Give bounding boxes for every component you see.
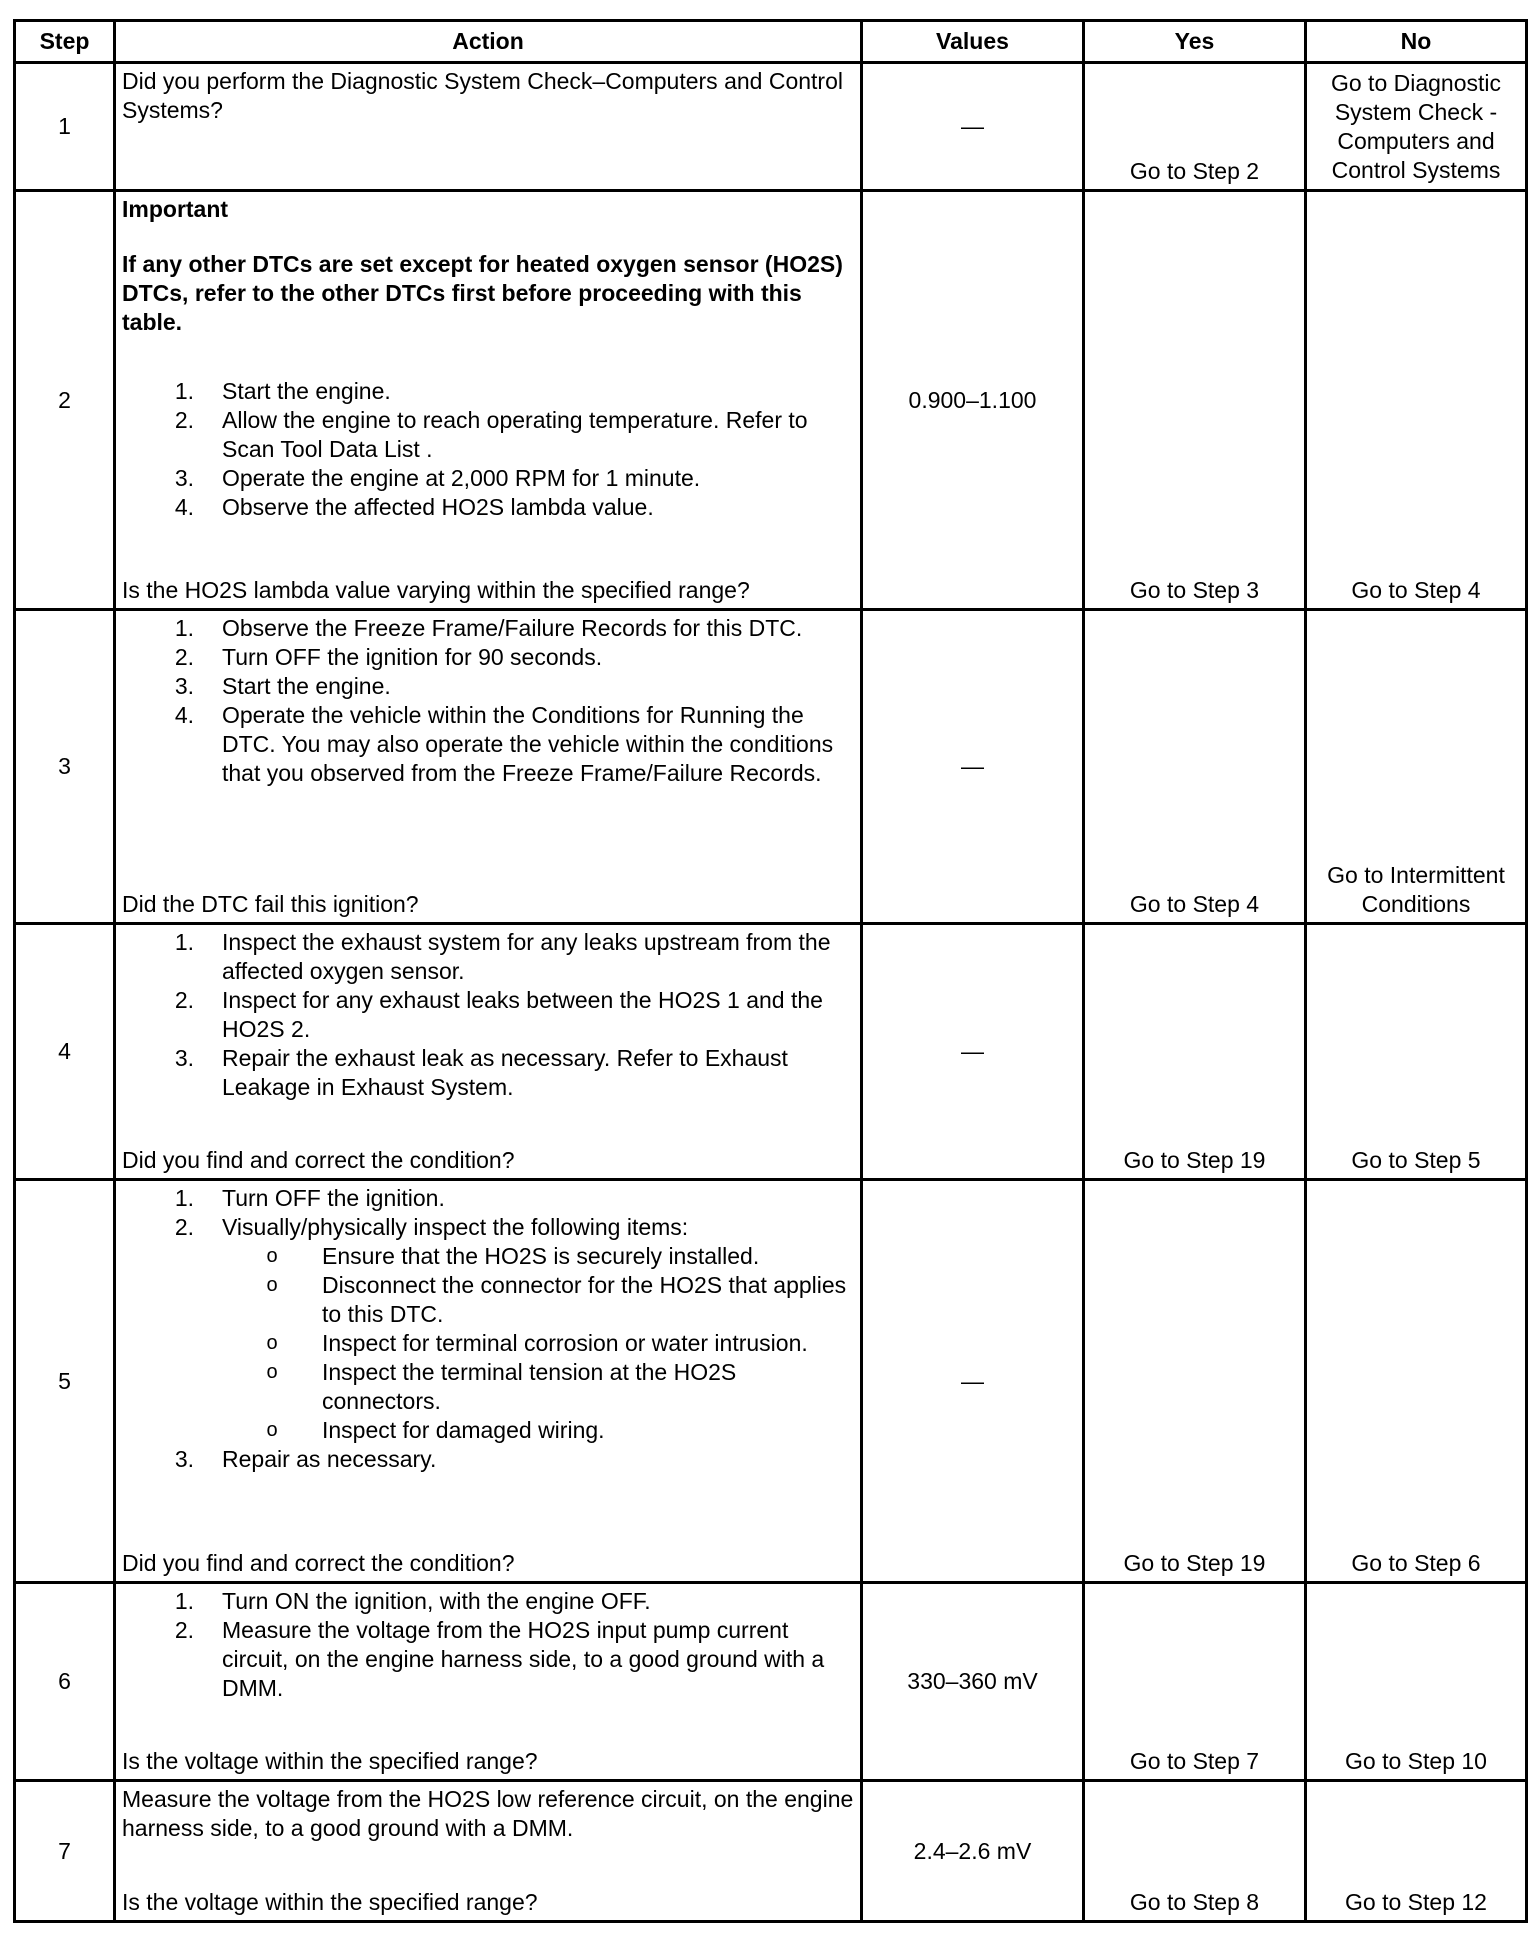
step-number: 7	[15, 1781, 115, 1922]
value-cell: —	[862, 63, 1084, 191]
list-item: 2. Visually/physically inspect the following items:	[174, 1214, 689, 1240]
action-cell	[115, 1583, 862, 1781]
value-cell: 330–360 mV	[862, 1583, 1084, 1781]
action-question: Did the DTC fail this ignition?	[122, 891, 419, 917]
list-item: 3. Repair the exhaust leak as necessary. Refer to Exhaust Leakage in Exhaust System.	[174, 1045, 788, 1100]
no-cell: Go to Intermittent Conditions	[1306, 610, 1527, 924]
action-cell	[115, 924, 862, 1180]
value-cell: —	[862, 1180, 1084, 1583]
action-text: Did you perform the Diagnostic System Check–Computers and Control Systems?	[122, 68, 843, 123]
action-question: Did you find and correct the condition?	[122, 1550, 515, 1576]
action-steps-continued	[122, 1445, 854, 1474]
list-item: 1. Start the engine.	[174, 378, 391, 404]
action-question: Is the HO2S lambda value varying within the specified range?	[122, 577, 750, 603]
action-steps	[122, 614, 854, 788]
action-question: Is the voltage within the specified range?	[122, 1748, 538, 1774]
no-cell: Go to Step 5	[1306, 924, 1527, 1180]
list-item: 1. Turn ON the ignition, with the engine OFF.	[174, 1588, 651, 1614]
yes-cell: Go to Step 7	[1084, 1583, 1306, 1781]
action-question: Is the voltage within the specified range?	[122, 1889, 538, 1915]
table-row	[15, 1180, 1527, 1583]
no-cell: Go to Diagnostic System Check - Computers and Control Systems	[1306, 63, 1527, 191]
table-row	[15, 191, 1527, 610]
list-item: 1. Inspect the exhaust system for any leaks upstream from the affected oxygen sensor.	[174, 929, 831, 984]
table-row	[15, 610, 1527, 924]
step-number: 5	[15, 1180, 115, 1583]
action-cell	[115, 610, 862, 924]
important-text: If any other DTCs are set except for heated oxygen sensor (HO2S) DTCs, refer to the other DTCs first before proceeding with this table.	[122, 251, 843, 335]
sub-list-item: o Ensure that the HO2S is securely installed.	[266, 1243, 760, 1269]
action-text: Measure the voltage from the HO2S low reference circuit, on the engine harness side, to a good ground with a DMM.	[122, 1786, 854, 1841]
header-yes: Yes	[1084, 21, 1306, 63]
table-row	[15, 924, 1527, 1180]
sub-list	[122, 1242, 854, 1445]
step-number: 1	[15, 63, 115, 191]
yes-cell: Go to Step 4	[1084, 610, 1306, 924]
action-cell	[115, 1180, 862, 1583]
list-item: 3. Operate the engine at 2,000 RPM for 1 minute.	[174, 465, 701, 491]
list-item: 2. Turn OFF the ignition for 90 seconds.	[174, 644, 603, 670]
step-number: 4	[15, 924, 115, 1180]
important-title: Important	[122, 196, 229, 222]
no-cell: Go to Step 4	[1306, 191, 1527, 610]
header-no: No	[1306, 21, 1527, 63]
header-step: Step	[15, 21, 115, 63]
list-item: 1. Observe the Freeze Frame/Failure Records for this DTC.	[174, 615, 803, 641]
table-row	[15, 1583, 1527, 1781]
action-cell	[115, 1781, 862, 1922]
list-item: 2. Inspect for any exhaust leaks between the HO2S 1 and the HO2S 2.	[174, 987, 823, 1042]
action-steps	[122, 1587, 854, 1703]
sub-list-item: o Inspect the terminal tension at the HO2S connectors.	[266, 1359, 737, 1414]
sub-list-item: o Disconnect the connector for the HO2S that applies to this DTC.	[266, 1272, 847, 1327]
no-cell: Go to Step 10	[1306, 1583, 1527, 1781]
value-cell: 2.4–2.6 mV	[862, 1781, 1084, 1922]
diagnostic-table-sheet	[13, 19, 1525, 1923]
list-item: 2. Measure the voltage from the HO2S input pump current circuit, on the engine harness side, to a good ground with a DMM.	[174, 1617, 825, 1701]
step-number: 6	[15, 1583, 115, 1781]
diagnostic-table	[13, 19, 1528, 1923]
step-number: 3	[15, 610, 115, 924]
yes-cell: Go to Step 2	[1084, 63, 1306, 191]
action-steps	[122, 377, 854, 522]
sub-list-item: o Inspect for terminal corrosion or water intrusion.	[266, 1330, 808, 1356]
action-question: Did you find and correct the condition?	[122, 1147, 515, 1173]
action-steps	[122, 928, 854, 1102]
sub-list-item: o Inspect for damaged wiring.	[266, 1417, 605, 1443]
list-item: 1. Turn OFF the ignition.	[174, 1185, 445, 1211]
header-values: Values	[862, 21, 1084, 63]
action-cell	[115, 63, 862, 191]
list-item: 3. Repair as necessary.	[174, 1446, 437, 1472]
list-item: 2. Allow the engine to reach operating temperature. Refer to Scan Tool Data List .	[174, 407, 808, 462]
list-item: 4. Observe the affected HO2S lambda value.	[174, 494, 654, 520]
yes-cell: Go to Step 3	[1084, 191, 1306, 610]
action-cell	[115, 191, 862, 610]
yes-cell: Go to Step 8	[1084, 1781, 1306, 1922]
yes-cell: Go to Step 19	[1084, 1180, 1306, 1583]
table-row	[15, 1781, 1527, 1922]
header-action: Action	[115, 21, 862, 63]
value-cell: —	[862, 610, 1084, 924]
list-item: 3. Start the engine.	[174, 673, 391, 699]
value-cell: —	[862, 924, 1084, 1180]
yes-cell: Go to Step 19	[1084, 924, 1306, 1180]
no-cell: Go to Step 12	[1306, 1781, 1527, 1922]
no-cell: Go to Step 6	[1306, 1180, 1527, 1583]
table-header-row	[15, 21, 1527, 63]
table-row	[15, 63, 1527, 191]
list-item: 4. Operate the vehicle within the Conditions for Running the DTC. You may also operate the vehicle within the conditions that you observed from the Freeze Frame/Failure Records.	[174, 702, 834, 786]
value-cell: 0.900–1.100	[862, 191, 1084, 610]
action-steps	[122, 1184, 854, 1242]
step-number: 2	[15, 191, 115, 610]
